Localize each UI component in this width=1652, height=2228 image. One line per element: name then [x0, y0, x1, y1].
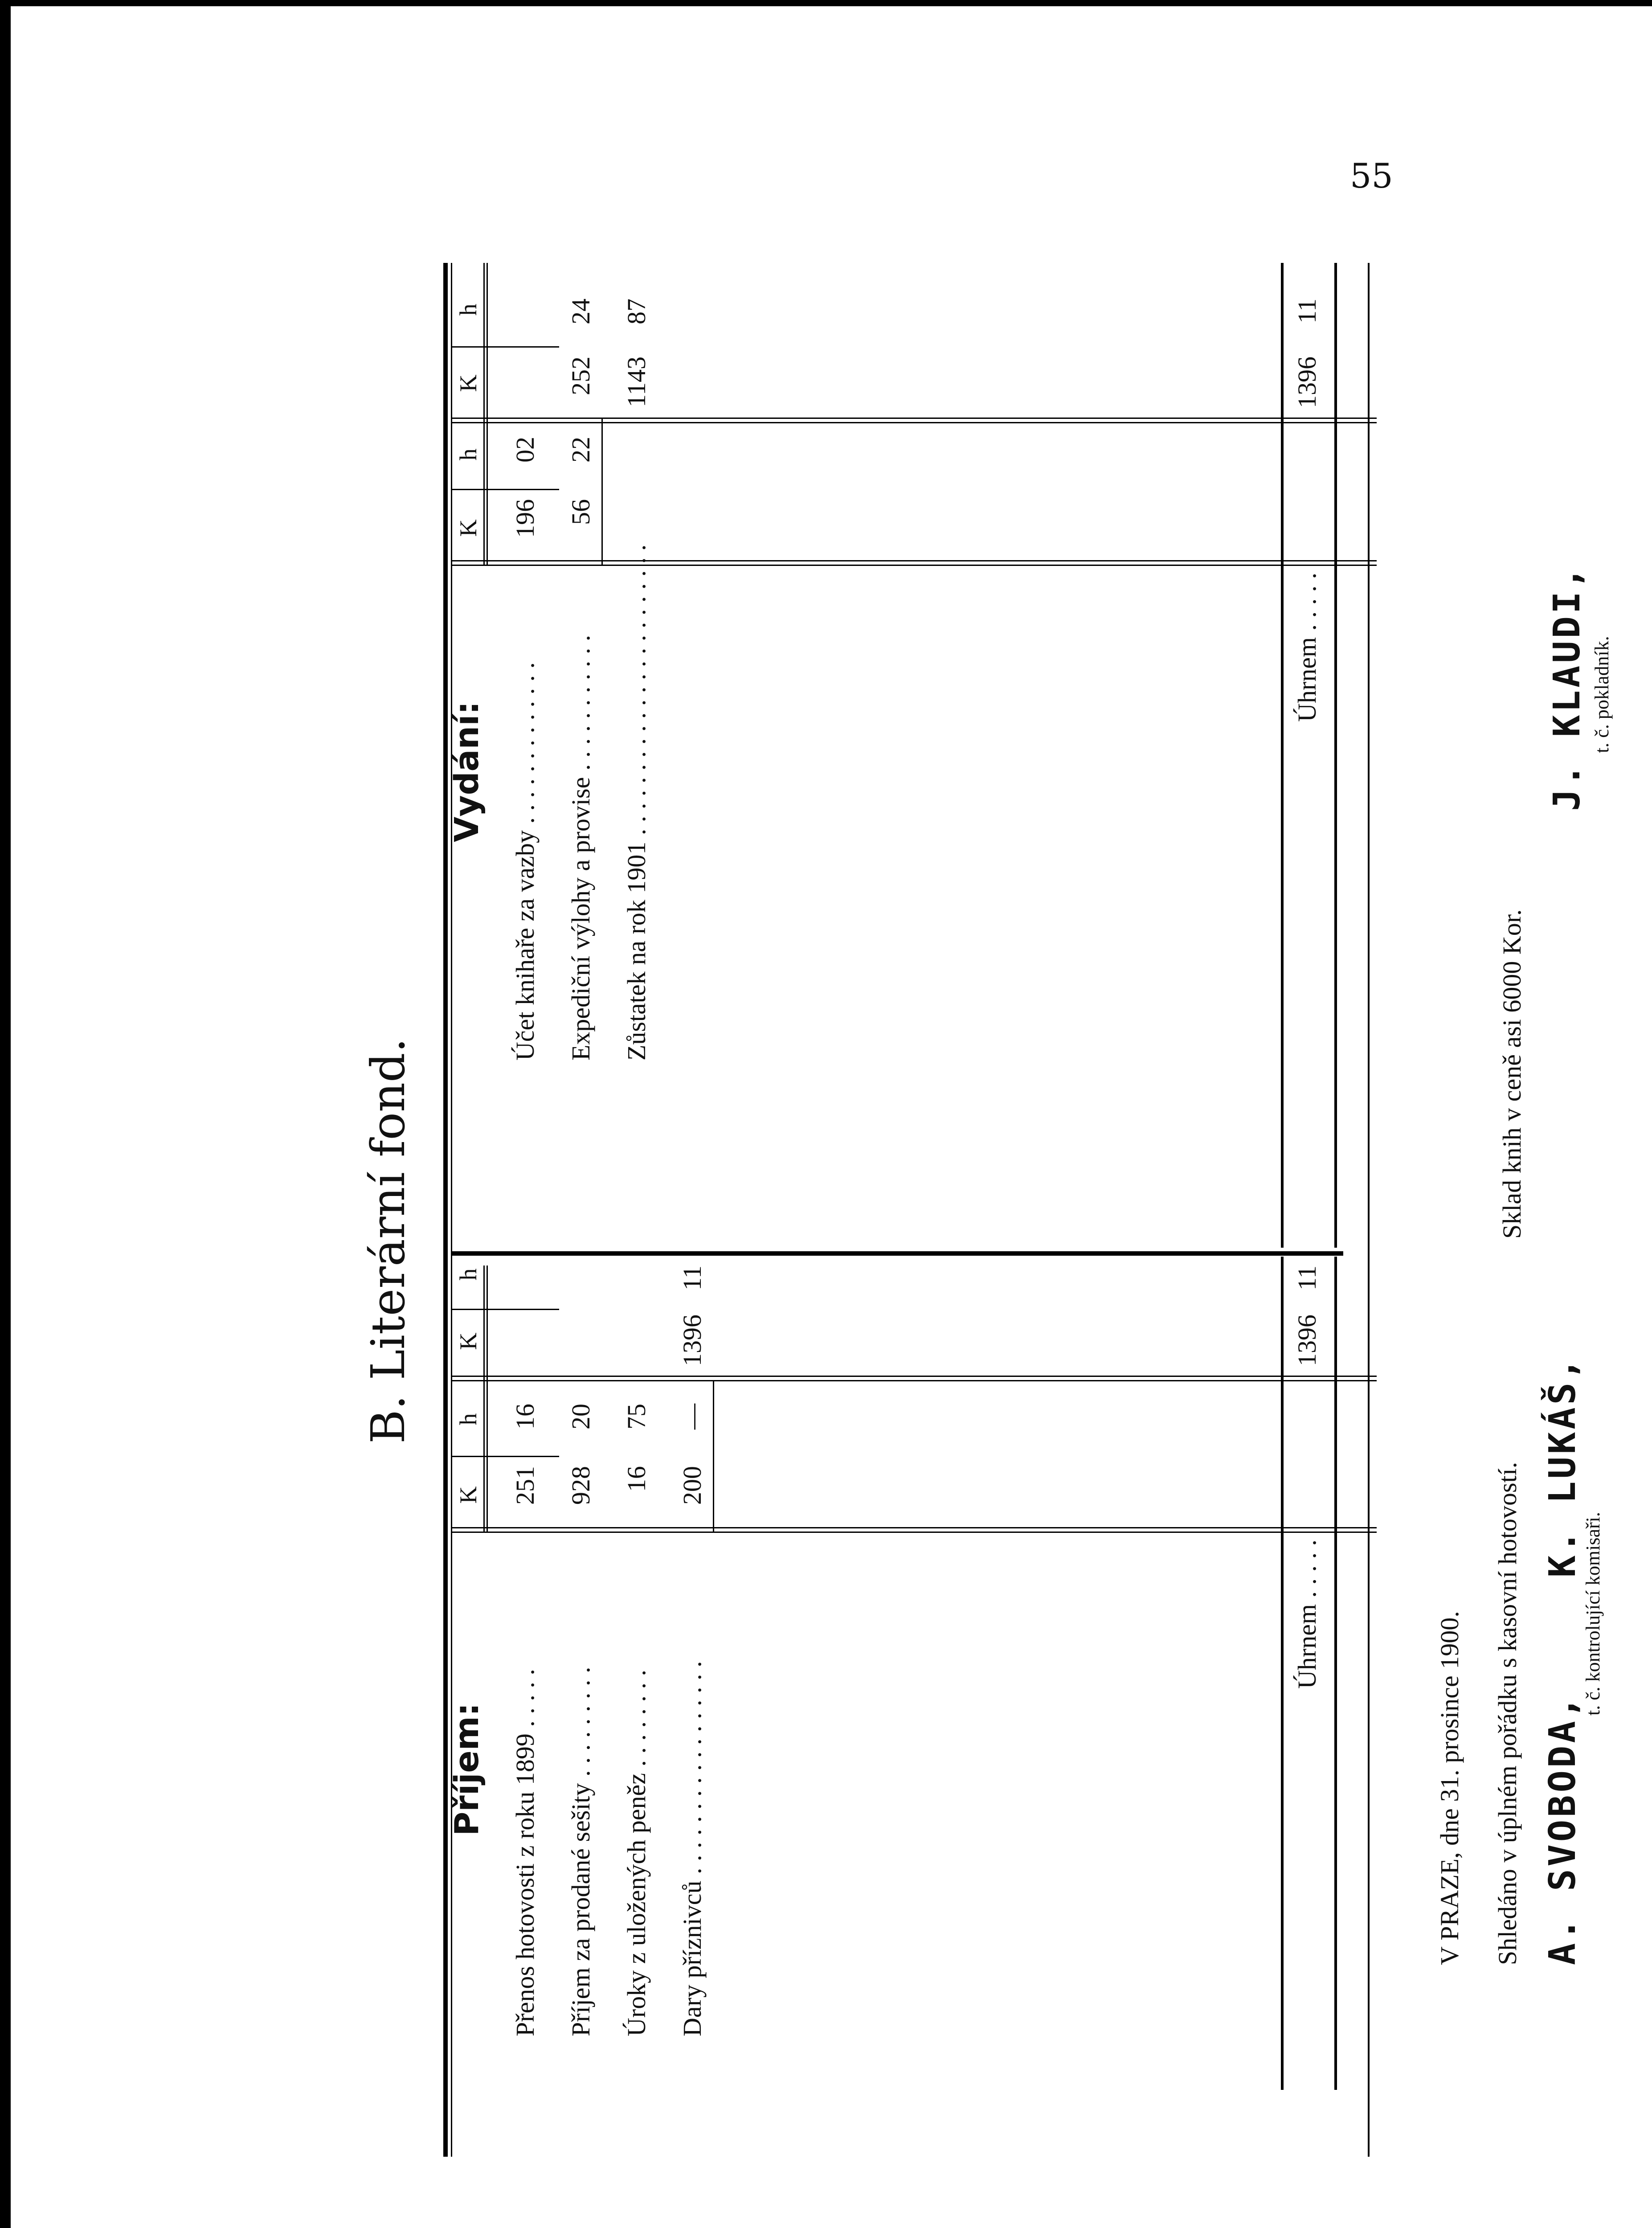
income-header-rule-b	[487, 1266, 488, 1533]
expense-col-h1: h	[455, 448, 482, 461]
expense-row-3-k: 1143	[622, 356, 651, 407]
expense-subtotal-k: 252	[566, 356, 595, 395]
income-row-4-label: Dary příznivců . . . . . . . . . . . . . . . . .	[678, 1661, 707, 2036]
page-number: 55	[1350, 156, 1393, 196]
treasurer-signature: J. KLAUDI,	[1546, 564, 1588, 811]
expense-row-2-h: 22	[566, 437, 595, 463]
income-row-4-k: 200	[678, 1466, 707, 1505]
income-heading: Příjem:	[448, 1703, 486, 1836]
income-col-divider-3b	[452, 1376, 1377, 1377]
income-sum-h: 11	[1292, 1266, 1321, 1290]
income-col-divider-3	[452, 1380, 1377, 1381]
expense-col-divider-2	[452, 489, 559, 490]
scan-border-left	[0, 0, 11, 2228]
expense-sum-h: 11	[1292, 299, 1321, 324]
scan-border-top	[0, 0, 1652, 6]
income-row-2-k: 928	[566, 1466, 595, 1505]
expense-col-k1: K	[455, 519, 482, 537]
place-date: V PRAZE, dne 31. prosince 1900.	[1435, 1611, 1464, 1965]
income-subtotal-k: 1396	[678, 1315, 707, 1366]
auditors-role: t. č. kontrolující komisaři.	[1582, 1511, 1604, 1716]
expense-subtotal-rule	[601, 419, 603, 566]
income-header-rule	[483, 1266, 485, 1533]
income-col-k1: K	[455, 1486, 482, 1504]
income-row-1-h: 16	[511, 1404, 540, 1429]
income-sum-label: Úhrnem . . . . .	[1292, 1539, 1321, 1689]
expense-header-rule	[483, 263, 485, 566]
income-row-2-label: Příjem za prodané sešity . . . . . . . . .	[566, 1667, 595, 2036]
income-row-1-label: Přenos hotovosti z roku 1899 . . . . .	[511, 1669, 540, 2036]
income-col-divider-2	[452, 1456, 559, 1457]
income-col-h2: h	[455, 1268, 482, 1281]
expense-row-1-k: 196	[511, 499, 540, 538]
page-title: B. Literární fond.	[361, 1038, 415, 1444]
expense-col-divider-1	[452, 565, 1377, 566]
expense-col-divider-4	[452, 346, 559, 348]
expense-sum-label: Úhrnem . . . . .	[1292, 572, 1321, 722]
expense-col-divider-3	[452, 422, 1377, 423]
top-rule-thin	[451, 263, 452, 2157]
expense-row-3-h: 87	[622, 299, 651, 324]
expense-sum-rule-top	[1281, 263, 1284, 1248]
income-subtotal-h: 11	[678, 1266, 707, 1290]
rotated-page-content	[348, 263, 1613, 2157]
expense-row-1-h: 02	[511, 437, 540, 463]
top-rule-thick	[443, 263, 448, 2157]
income-row-3-k: 16	[622, 1466, 651, 1492]
income-sum-k: 1396	[1292, 1315, 1321, 1366]
treasurer-role: t. č. pokladník.	[1591, 636, 1613, 753]
income-col-h1: h	[455, 1413, 482, 1425]
income-row-3-h: 75	[622, 1404, 651, 1429]
expense-sum-k: 1396	[1292, 356, 1321, 408]
stock-note: Sklad knih v ceně asi 6000 Kor.	[1497, 909, 1526, 1239]
expense-row-2-label: Expediční výlohy a provise . . . . . . . . . . .	[566, 635, 595, 1061]
auditor-signature-1: A. SVOBODA,	[1542, 1693, 1584, 1965]
expense-row-1-label: Účet knihaře za vazby . . . . . . . . . . . . .	[511, 662, 540, 1061]
expense-row-3-label: Zůstatek na rok 1901 . . . . . . . . . . . . . . . . . . . . . . .	[622, 544, 651, 1061]
income-row-2-h: 20	[566, 1404, 595, 1429]
expense-subtotal-h: 24	[566, 299, 595, 324]
expense-sum-rule-bottom	[1334, 263, 1337, 1248]
income-row-3-label: Úroky z uložených peněz . . . . . . . .	[622, 1669, 651, 2036]
income-sum-rule-bottom	[1334, 1257, 1337, 2090]
expense-header-rule-b	[487, 263, 488, 566]
income-subtotal-rule	[713, 1381, 714, 1533]
verification-note: Shledáno v úplném pořádku s kasovní hotovostí.	[1493, 1462, 1522, 1965]
auditor-signature-2: K. LUKÁŠ,	[1542, 1355, 1584, 1577]
section-divider	[452, 1251, 1343, 1256]
income-row-4-h: —	[678, 1404, 707, 1429]
income-col-divider-1	[452, 1532, 1377, 1533]
income-row-1-k: 251	[511, 1466, 540, 1505]
expense-row-2-k: 56	[566, 499, 595, 525]
expense-col-divider-1b	[452, 560, 1377, 561]
income-sum-rule-top	[1281, 1257, 1284, 2090]
income-col-k2: K	[455, 1332, 482, 1350]
expense-col-divider-3b	[452, 418, 1377, 419]
expense-heading: Vydání:	[448, 701, 486, 842]
income-col-divider-1b	[452, 1527, 1377, 1528]
income-col-divider-4	[452, 1309, 559, 1310]
right-edge-rule	[1368, 263, 1370, 2157]
expense-col-h2: h	[455, 303, 482, 316]
expense-col-k2: K	[455, 374, 482, 392]
